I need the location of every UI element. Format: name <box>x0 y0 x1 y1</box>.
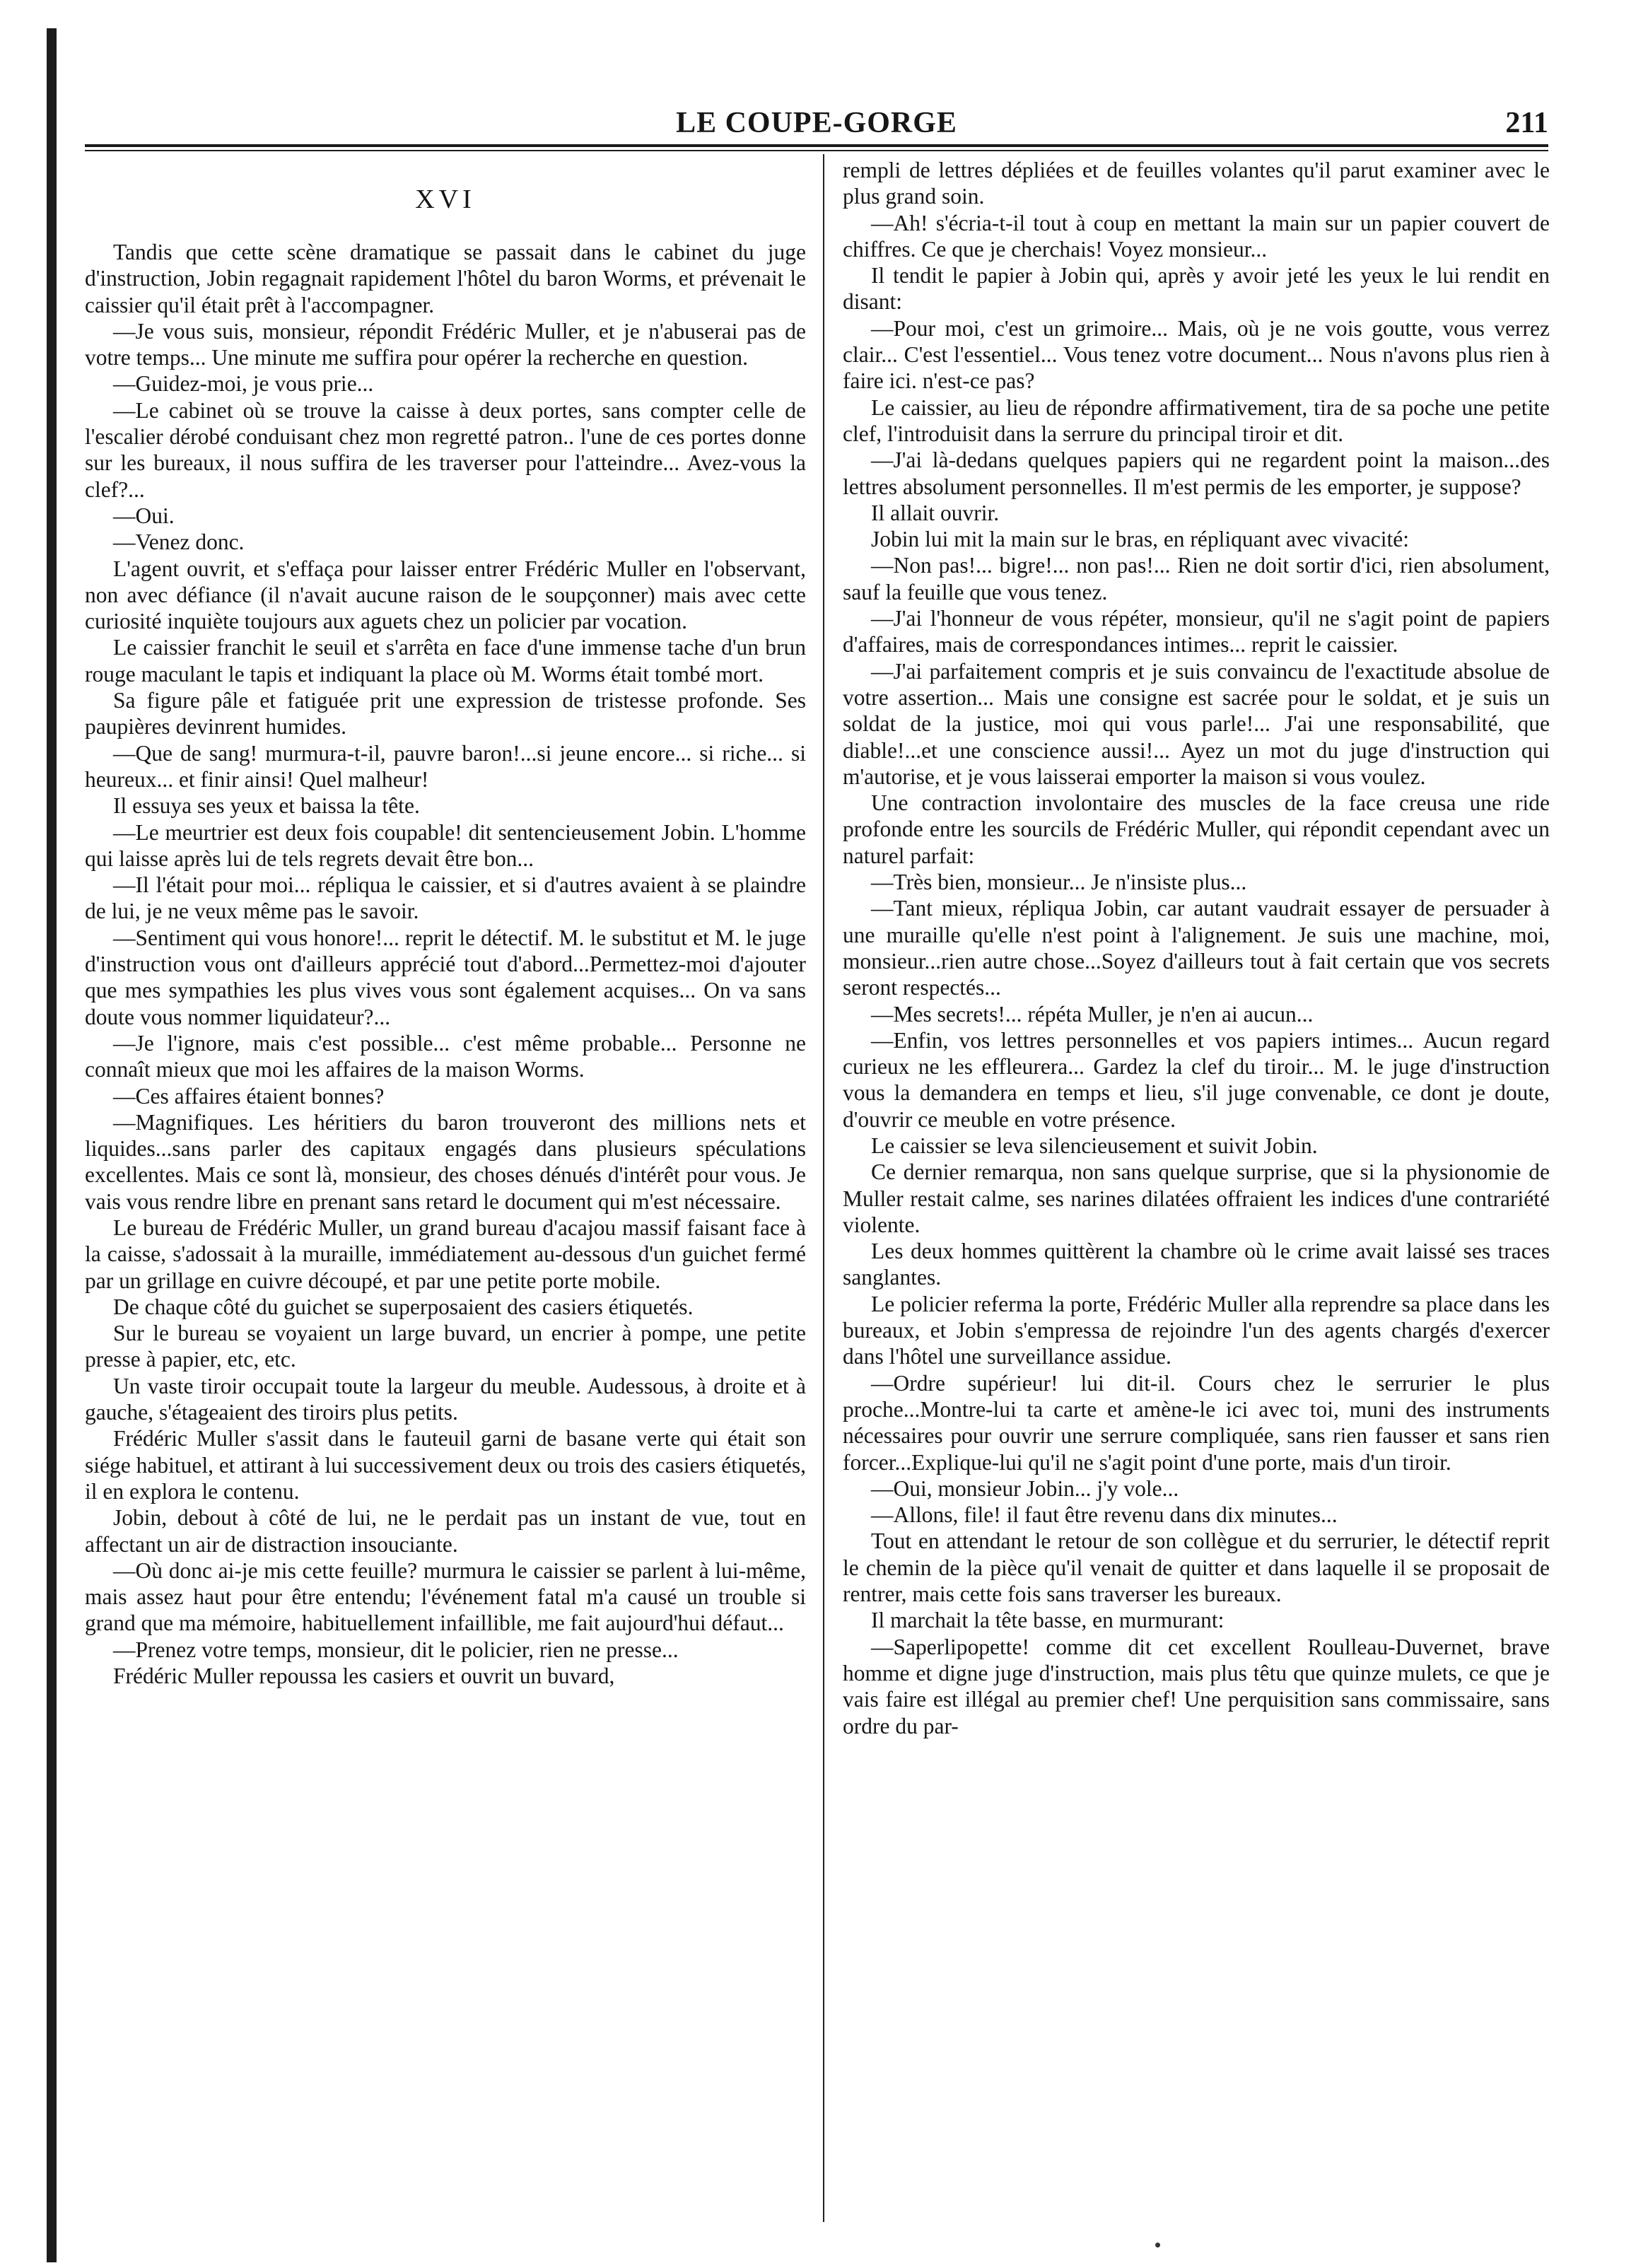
paragraph: —Que de sang! murmura-t-il, pauvre baron!...si jeune encore... si riche... si heureux... et finir ainsi! Quel malheur! <box>85 740 806 792</box>
paragraph: —Tant mieux, répliqua Jobin, car autant vaudrait essayer de persuader à une muraille qu'elle n'est point à l'alignement. Je suis une machine, moi, monsieur...rien autre chose...Soyez d'ailleurs tout à fait certain que vos secrets seront respectés... <box>843 896 1550 1000</box>
paragraph: —Saperlipopette! comme dit cet excellent Roulleau-Duvernet, brave homme et digne juge d'instruction, mais plus têtu que quinze mulets, ce que je vais faire est illégal au premier chef! Une perquisition sans commissaire, sans ordre du par- <box>843 1634 1550 1738</box>
paragraph: —Où donc ai-je mis cette feuille? murmura le caissier se parlent à lui-même, mais assez haut pour être entendu; l'événement fatal m'a causé un trouble si grand que ma mémoire, habituellement infaillible, me fait aujourd'hui défaut... <box>85 1557 806 1636</box>
paragraph: Il marchait la tête basse, en murmurant: <box>871 1608 1225 1633</box>
paragraph: De chaque côté du guichet se superposaient des casiers étiquetés. <box>113 1294 694 1319</box>
paragraph: —Mes secrets!... répéta Muller, je n'en ai aucun... <box>871 1001 1314 1027</box>
chapter-heading: XVI <box>415 185 476 214</box>
paragraph: —Enfin, vos lettres personnelles et vos papiers intimes... Aucun regard curieux ne les effleurera... Gardez la clef du tiroir... M. le juge d'instruction vous la demandera en temps et lieu, s'il juge convenable, ce dont je doute, d'ouvrir ce meuble en votre présence. <box>843 1027 1550 1132</box>
paragraph: —Très bien, monsieur... Je n'insiste plus... <box>871 870 1247 895</box>
paragraph: —Ordre supérieur! lui dit-il. Cours chez le serrurier le plus proche...Montre-lui ta carte et amène-le ici avec toi, muni des instruments nécessaires pour ouvrir une serrure compliquée, sans rien fausser et sans rien forcer...Explique-lui qu'il ne s'agit point d'une porte, mais d'un tiroir. <box>843 1370 1550 1475</box>
paragraph: Les deux hommes quittèrent la chambre où le crime avait laissé ses traces sanglantes. <box>843 1239 1550 1290</box>
paragraph: —Magnifiques. Les héritiers du baron trouveront des millions nets et liquides...sans parler des capitaux engagés dans plusieurs spéculations excellentes. Mais ce sont là, monsieur, des choses dénués d'intérêt pour vous. Je vais vous rendre libre en prenant sans retard le document qui m'est nécessaire. <box>85 1109 806 1214</box>
paragraph: Ce dernier remarqua, non sans quelque surprise, que si la physionomie de Muller restait calme, ses narines dilatées offraient les indices d'une contrariété violente. <box>843 1159 1550 1237</box>
paragraph: —Oui. <box>113 503 175 528</box>
paragraph: —Pour moi, c'est un grimoire... Mais, où je ne vois goutte, vous verrez clair... C'est l'essentiel... Vous tenez votre document... Nous n'avons plus rien à faire ici. n'est-ce pas? <box>843 315 1550 394</box>
paragraph: Une contraction involontaire des muscles de la face creusa une ride profonde entre les sourcils de Frédéric Muller, qui répondit cependant avec un naturel parfait: <box>843 790 1550 868</box>
right-paragraphs <box>843 210 1550 1739</box>
paragraph: Sur le bureau se voyaient un large buvard, un encrier à pompe, une petite presse à papier, etc, etc. <box>85 1321 806 1372</box>
paragraph: Frédéric Muller repoussa les casiers et ouvrit un buvard, <box>113 1664 615 1689</box>
paragraph: Jobin, debout à côté de lui, ne le perdait pas un instant de vue, tout en affectant un air de distraction insouciante. <box>85 1505 806 1557</box>
paragraph: —Le cabinet où se trouve la caisse à deux portes, sans compter celle de l'escalier dérobé conduisant chez mon regretté patron.. l'une de ces portes donne sur les bureaux, il nous suffira de les traverser pour l'atteindre... Avez-vous la clef?... <box>85 397 806 502</box>
right-column <box>843 157 1550 1739</box>
paragraph: Sa figure pâle et fatiguée prit une expression de tristesse profonde. Ses paupières devinrent humides. <box>85 688 806 740</box>
paragraph: —Guidez-moi, je vous prie... <box>113 371 374 397</box>
paragraph: Le bureau de Frédéric Muller, un grand bureau d'acajou massif faisant face à la caisse, s'adossait à la muraille, immédiatement au-dessous d'un guichet fermé par un grillage en cuivre découpé, et par une petite porte mobile. <box>85 1215 806 1293</box>
left-paragraphs <box>85 239 806 1689</box>
paragraph: Le caissier se leva silencieusement et suivit Jobin. <box>871 1133 1318 1158</box>
paragraph: Un vaste tiroir occupait toute la largeur du meuble. Audessous, à droite et à gauche, s'étageaient des tiroirs plus petits. <box>85 1373 806 1425</box>
paragraph: —J'ai là-dedans quelques papiers qui ne regardent point la maison...des lettres absolument personnelles. Il m'est permis de les emporter, je suppose? <box>843 448 1550 499</box>
paragraph: —Je l'ignore, mais c'est possible... c'est même probable... Personne ne connaît mieux que moi les affaires de la maison Worms. <box>85 1030 806 1082</box>
printer-mark <box>1155 2243 1160 2247</box>
paragraph: Frédéric Muller s'assit dans le fauteuil garni de basane verte qui était son siége habituel, et attirant à lui successivement deux ou trois des casiers étiquetés, il en explora le contenu. <box>85 1426 806 1504</box>
column-divider <box>823 154 824 2222</box>
paragraph: —Il l'était pour moi... répliqua le caissier, et si d'autres avaient à se plaindre de lui, je ne veux même pas le savoir. <box>85 872 806 924</box>
paragraph: L'agent ouvrit, et s'effaça pour laisser entrer Frédéric Muller en l'observant, non avec défiance (il n'avait aucune raison de le soupçonner) mais avec cette curiosité inquiète toujours aux aguets chez un policier par vocation. <box>85 556 806 634</box>
paragraph: Il allait ouvrir. <box>871 500 1000 525</box>
header-rule-thin <box>85 150 1548 151</box>
paragraph: Jobin lui mit la main sur le bras, en répliquant avec vivacité: <box>871 527 1410 552</box>
paragraph: Tandis que cette scène dramatique se passait dans le cabinet du juge d'instruction, Jobin regagnait rapidement l'hôtel du baron Worms, et prévenait le caissier qu'il était prêt à l'accompagner. <box>85 240 806 317</box>
left-column <box>85 157 806 1689</box>
paragraph: —Je vous suis, monsieur, répondit Frédéric Muller, et je n'abuserai pas de votre temps... Une minute me suffira pour opérer la recherche en question. <box>85 318 806 370</box>
page-number: 211 <box>1505 107 1548 139</box>
paragraph: —Le meurtrier est deux fois coupable! dit sentencieusement Jobin. L'homme qui laisse après lui de tels regrets devait être bon... <box>85 819 806 871</box>
paragraph: —Allons, file! il faut être revenu dans dix minutes... <box>871 1502 1338 1528</box>
paragraph: —Sentiment qui vous honore!... reprit le détectif. M. le substitut et M. le juge d'instruction vous ont d'ailleurs apprécié tout d'abord...Permettez-moi d'ajouter que mes sympathies les plus vives vous sont également acquises... On va sans doute vous nommer liquidateur?... <box>85 925 806 1029</box>
paragraph: —Non pas!... bigre!... non pas!... Rien ne doit sortir d'ici, rien absolument, sauf la feuille que vous tenez. <box>843 553 1550 604</box>
paragraph: Tout en attendant le retour de son collègue et du serrurier, le détectif reprit le chemin de la pièce qu'il venait de quitter et dans laquelle il se proposait de rentrer, mais cette fois sans traverser les bureaux. <box>843 1528 1550 1607</box>
paragraph: —Ah! s'écria-t-il tout à coup en mettant la main sur un papier couvert de chiffres. Ce que je cherchais! Voyez monsieur... <box>843 210 1550 262</box>
page-edge-rule <box>47 28 57 2262</box>
paragraph: —Oui, monsieur Jobin... j'y vole... <box>871 1475 1179 1501</box>
paragraph: Il tendit le papier à Jobin qui, après y avoir jeté les yeux le lui rendit en disant: <box>843 263 1550 315</box>
running-title: LE COUPE-GORGE <box>676 107 957 139</box>
paragraph: —Prenez votre temps, monsieur, dit le policier, rien ne presse... <box>113 1637 679 1662</box>
paragraph: Le policier referma la porte, Frédéric Muller alla reprendre sa place dans les bureaux, et Jobin s'empressa de rejoindre l'un des agents chargés d'exercer dans l'hôtel une surveillance assidue. <box>843 1291 1550 1369</box>
paragraph: Il essuya ses yeux et baissa la tête. <box>113 793 420 819</box>
paragraph: —Venez donc. <box>113 530 245 555</box>
paragraph: Le caissier franchit le seuil et s'arrêta en face d'une immense tache d'un brun rouge maculant le tapis et indiquant la place où M. Worms était tombé mort. <box>85 635 806 686</box>
paragraph: —Ces affaires étaient bonnes? <box>113 1083 385 1109</box>
paragraph: —J'ai l'honneur de vous répéter, monsieur, qu'il ne s'agit point de papiers d'affaires, mais de correspondances intimes... reprit le caissier. <box>843 606 1550 657</box>
paragraph: —J'ai parfaitement compris et je suis convaincu de l'exactitude absolue de votre assertion... Mais une consigne est sacrée pour le soldat, et je suis un soldat de la justice, moi qui vous parle!... J'ai une responsabilité, que diable!...et une conscience aussi!... Ayez un mot du juge d'instruction qui m'autorise, et je vous laisserai emporter la maison si vous voulez. <box>843 658 1550 789</box>
header-rule <box>85 144 1548 147</box>
paragraph: rempli de lettres dépliées et de feuilles volantes qu'il parut examiner avec le plus grand soin. <box>843 158 1550 209</box>
page-header <box>85 106 1548 141</box>
paragraph: Le caissier, au lieu de répondre affirmativement, tira de sa poche une petite clef, l'introduisit dans la serrure du principal tiroir et dit. <box>843 394 1550 446</box>
